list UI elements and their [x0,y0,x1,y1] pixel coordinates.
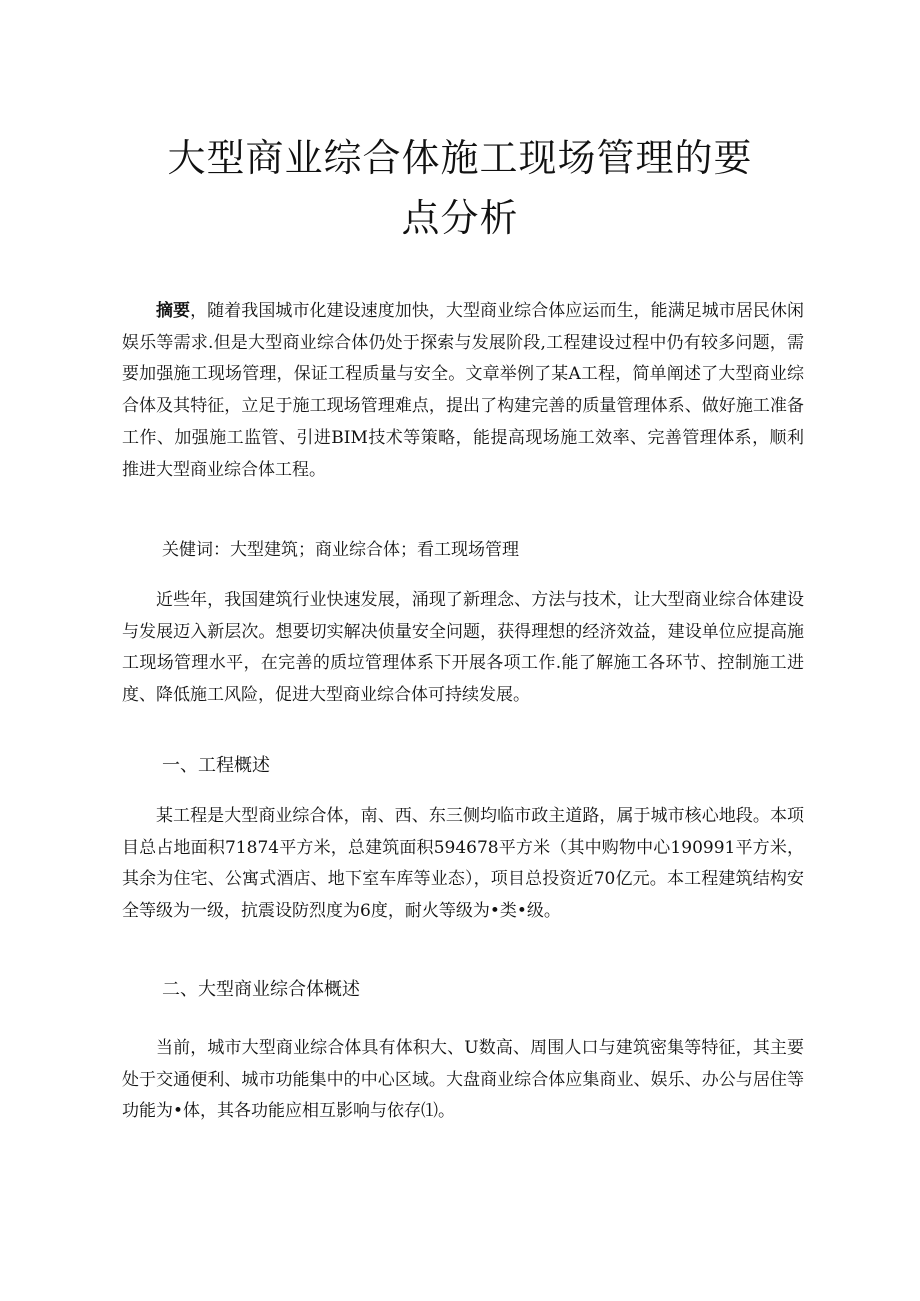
document-title: 大型商业综合体施工现场管理的要点分析 [167,136,753,240]
abstract-paragraph [122,296,804,486]
abstract-text: 随着我国城市化建设速度加快，大型商业综合体应运而生，能满足城市居民休闲娱乐等需求.但是大型商业综合体仍处于探索与发展阶段,工程建设过程中仍有较多问题，需要加强施工现场管理，保证工程质量与安全。文章举例了某A工程，简单阐述了大型商业综合体及其特征，立足于施工现场管理难点，提出了构建完善的质量管理体系、做好施工准备工作、加强施工监管、引进BIM技术等策略，能提高现场施工效率、完善管理体系，顺利推进大型商业综合体工程。 [122,301,805,480]
keywords-text: 大型建筑；商业综合体；看工现场管理 [230,540,519,560]
intro-paragraph: 近些年，我国建筑行业快速发展，涌现了新理念、方法与技术，让大型商业综合体建设与发展迈入新层次。想要切实解决侦量安全问题，获得理想的经济效益，建设单位应提高施工现场管理水平，在完善的质垃管理体系下开展各项工作.能了解施工各环节、控制施工进度、降低施工风险，促进大型商业综合体可持续发展。 [122,590,804,706]
section-heading-complex: 二、大型商业综合体概述 [162,979,360,1000]
abstract-label: 摘要 [156,301,191,321]
keywords-label: 关健词： [162,540,230,560]
project-overview-paragraph: 某工程是大型商业综合体，南、西、东三侧均临市政主道路，属于城市核心地段。本项目总占地面积71874平方米，总建筑面积594678平方米（其中购物中心190991平方米，其余为住宅、公寓式酒店、地下室车库等业态），项目总投资近70亿元。本工程建筑结构安全等级为一级，抗震设防烈度为6度，耐火等级为•类•级。 [122,806,804,922]
section-heading-overview: 一、工程概述 [162,755,270,776]
abstract-separator: ， [190,301,208,321]
keywords-line [162,536,519,564]
complex-overview-paragraph: 当前，城市大型商业综合体具有体积大、U数高、周围人口与建筑密集等特征，其主要处于交通便利、城市功能集中的中心区域。大盘商业综合体应集商业、娱乐、办公与居住等功能为•体，其各功能应相互影响与依存⑴。 [122,1038,804,1122]
